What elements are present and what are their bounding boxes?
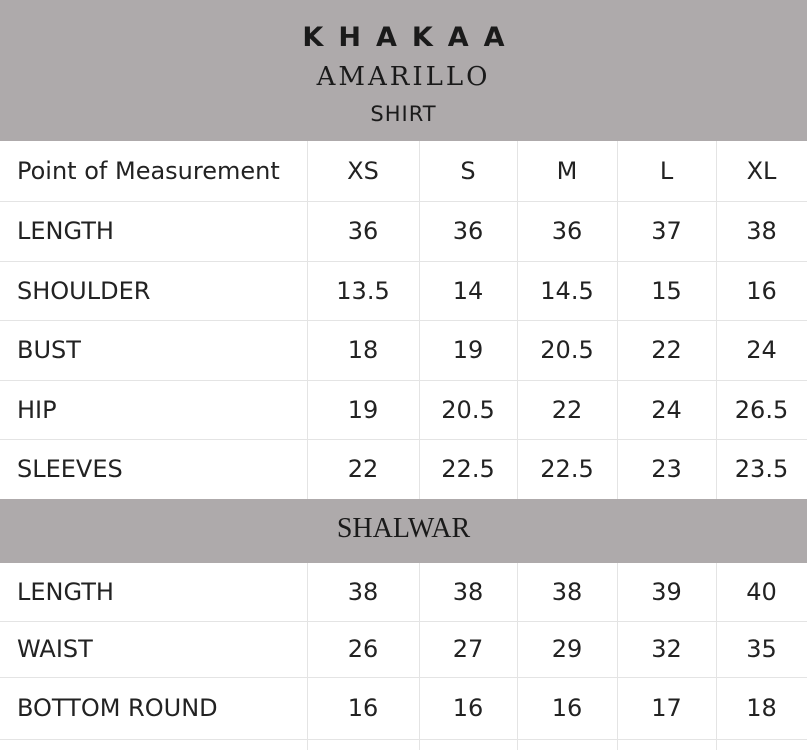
garment-title: SHIRT	[370, 102, 437, 126]
measurement-value: 13.5	[336, 276, 390, 305]
measurement-value: 36	[452, 217, 484, 245]
table-row	[0, 677, 807, 739]
measurement-value: 37	[651, 217, 682, 245]
measurement-label: HIP	[17, 395, 57, 424]
measurement-value: 22	[651, 336, 682, 364]
column-divider	[307, 563, 308, 750]
header-band	[0, 0, 807, 141]
column-header-size: XS	[347, 157, 379, 185]
measurement-value: 20.5	[441, 395, 495, 424]
measurement-value: 16	[551, 694, 583, 722]
table-row	[0, 261, 807, 320]
measurement-value: 40	[746, 578, 777, 606]
measurement-label: SLEEVES	[17, 455, 123, 483]
measurement-value: 32	[651, 635, 682, 663]
measurement-label: SHOULDER	[17, 276, 151, 305]
column-divider	[307, 141, 308, 499]
column-divider	[716, 563, 717, 750]
collection-name: AMARILLO	[316, 62, 491, 92]
measurement-value: 19	[452, 336, 484, 364]
measurement-value: 22.5	[441, 455, 495, 483]
row-divider	[0, 621, 807, 622]
measurement-value: 22	[551, 395, 583, 424]
measurement-value: 16	[746, 276, 777, 305]
measurement-value: 14.5	[540, 276, 594, 305]
column-divider	[716, 141, 717, 499]
row-divider	[0, 320, 807, 321]
column-header-row	[0, 141, 807, 201]
table-row	[0, 621, 807, 677]
measurement-value: 20.5	[540, 336, 594, 364]
measurement-value: 27	[452, 635, 484, 663]
measurement-value: 18	[347, 336, 379, 364]
measurement-value: 39	[651, 578, 682, 606]
measurement-value: 38	[746, 217, 777, 245]
table-row	[0, 320, 807, 380]
measurement-value: 18	[746, 694, 777, 722]
measurement-label: WAIST	[17, 635, 93, 663]
measurement-value: 38	[452, 578, 484, 606]
measurement-value: 24	[746, 336, 777, 364]
measurement-value: 24	[651, 395, 682, 424]
measurement-label: BUST	[17, 336, 81, 364]
measurement-label: LENGTH	[17, 217, 114, 245]
shalwar-section-band	[0, 499, 807, 563]
table-row	[0, 439, 807, 499]
column-divider	[617, 563, 618, 750]
row-divider	[0, 439, 807, 440]
table-row	[0, 380, 807, 439]
row-divider	[0, 739, 807, 740]
column-divider	[517, 141, 518, 499]
column-divider	[419, 141, 420, 499]
measurement-value: 36	[551, 217, 583, 245]
measurement-value: 35	[746, 635, 777, 663]
table-row	[0, 563, 807, 621]
column-header-size: M	[556, 157, 578, 185]
column-divider	[517, 563, 518, 750]
measurement-label: LENGTH	[17, 578, 114, 606]
measurement-value: 26	[347, 635, 379, 663]
column-divider	[617, 141, 618, 499]
column-header-size: XL	[746, 157, 777, 185]
measurement-value: 22	[347, 455, 379, 483]
column-divider	[419, 563, 420, 750]
brand-logo: KHAKAA	[302, 22, 520, 53]
column-header-size: L	[659, 157, 674, 185]
measurement-value: 26.5	[734, 395, 789, 424]
measurement-value: 38	[551, 578, 583, 606]
measurement-value: 14	[452, 276, 484, 305]
measurement-value: 16	[452, 694, 484, 722]
measurement-value: 16	[347, 694, 379, 722]
measurement-value: 23.5	[734, 455, 789, 483]
measurement-value: 36	[347, 217, 379, 245]
table-row	[0, 201, 807, 261]
measurement-value: 22.5	[540, 455, 594, 483]
measurement-label: BOTTOM ROUND	[17, 694, 218, 722]
measurement-value: 19	[347, 395, 379, 424]
measurement-value: 29	[551, 635, 583, 663]
measurement-value: 23	[651, 455, 682, 483]
column-header-size: S	[460, 157, 476, 185]
row-divider	[0, 201, 807, 202]
row-divider	[0, 677, 807, 678]
row-divider	[0, 380, 807, 381]
measurement-value: 17	[651, 694, 682, 722]
measurement-value: 38	[347, 578, 379, 606]
column-header-label: Point of Measurement	[17, 157, 280, 185]
row-divider	[0, 261, 807, 262]
section-title: SHALWAR	[336, 513, 471, 544]
measurement-value: 15	[651, 276, 682, 305]
